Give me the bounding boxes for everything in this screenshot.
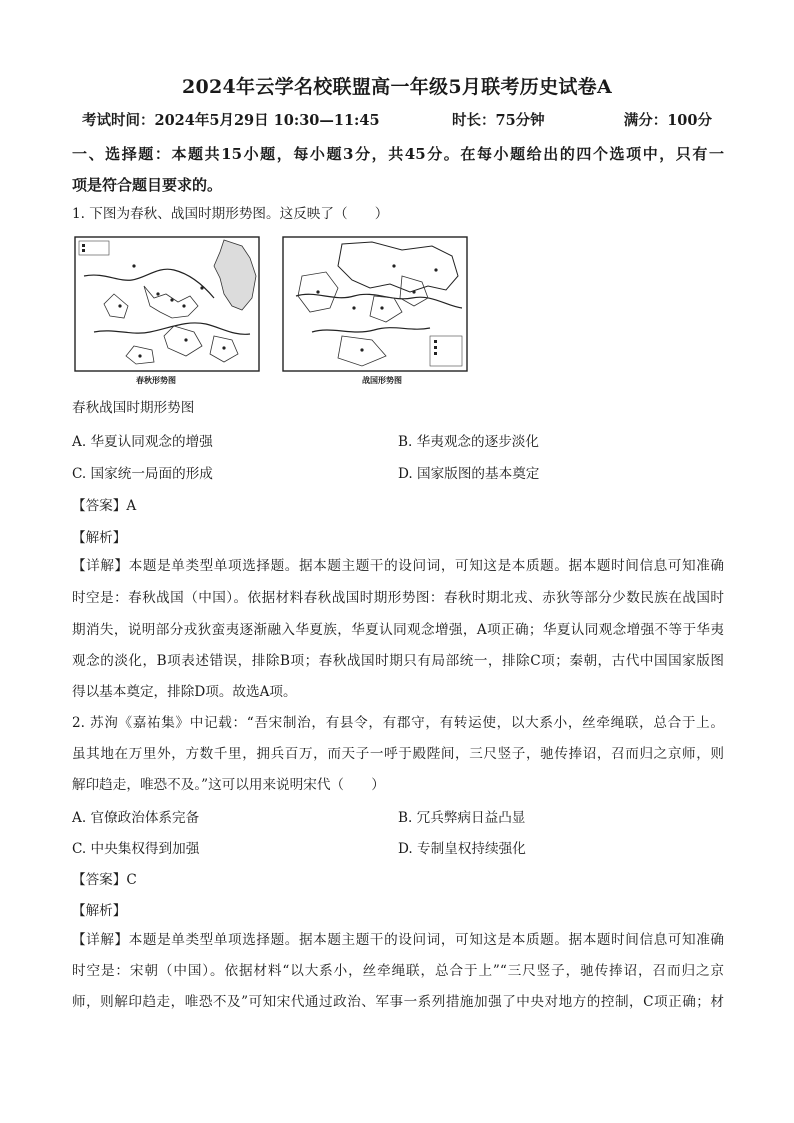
q2-stem-line-1: 2. 苏洵《嘉祐集》中记载：“吾宋制治，有县令，有郡守，有转运使，以大系小，丝牵绳联，总合于上。 (72, 715, 724, 731)
q1-option-a: A. 华夏认同观念的增强 (72, 434, 213, 450)
q1-detail-line-3: 期消失，说明部分戎狄蛮夷逐渐融入华夏族，华夏认同观念增强，A项正确；华夏认同观念增强不等于华夷 (72, 622, 724, 638)
q1-detail-line-1: 【详解】本题是单类型单项选择题。据本题主题干的设问词，可知这是本质题。据本题时间信息可知准确 (72, 558, 724, 574)
q1-detail-line-4: 观念的淡化，B项表述错误，排除B项；春秋战国时期只有局部统一，排除C项；秦朝，古代中国国家版图 (72, 653, 724, 669)
q1-option-b: B. 华夷观念的逐步淡化 (398, 434, 539, 450)
q2-option-b: B. 冗兵弊病日益凸显 (398, 810, 526, 826)
spring-autumn-map-graphic (74, 236, 260, 372)
page-title: 2024年云学名校联盟高一年级5月联考历史试卷A (181, 76, 613, 98)
q2-option-d: D. 专制皇权持续强化 (398, 841, 526, 857)
exam-full-score: 满分：100分 (623, 112, 712, 129)
exam-duration: 时长：75分钟 (452, 112, 545, 129)
q1-map-figure (74, 236, 468, 390)
warring-states-map (282, 236, 468, 390)
q1-detail-line-2: 时空是：春秋战国（中国）。依据材料春秋战国时期形势图：春秋时期北戎、赤狄等部分少数民族在战国时 (72, 590, 724, 606)
q2-option-c: C. 中央集权得到加强 (72, 841, 200, 857)
q2-stem-line-2: 虽其地在万里外，方数千里，拥兵百万，而天子一呼于殿陛间，三尺竖子，驰传捧诏，召而归之京师，则 (72, 746, 724, 762)
q2-answer: 【答案】C (72, 872, 137, 888)
q2-stem-line-3: 解印趋走，唯恐不及。”这可以用来说明宋代（ ） (72, 777, 385, 793)
warring-states-map-caption: 战国形势图 (362, 375, 402, 385)
q2-analysis-label: 【解析】 (72, 903, 127, 919)
q2-option-a: A. 官僚政治体系完备 (72, 810, 200, 826)
spring-autumn-map (74, 236, 260, 390)
q1-answer: 【答案】A (72, 498, 137, 514)
q2-detail-line-1: 【详解】本题是单类型单项选择题。据本题主题干的设问词，可知这是本质题。据本题时间信息可知准确 (72, 932, 724, 948)
q1-figure-caption: 春秋战国时期形势图 (72, 400, 195, 416)
warring-states-map-graphic (282, 236, 468, 372)
q1-detail-line-5: 得以基本奠定，排除D项。故选A项。 (72, 684, 297, 700)
section-heading-line-1: 一、选择题：本题共15小题，每小题3分，共45分。在每小题给出的四个选项中，只有一 (72, 145, 724, 163)
q2-detail-line-2: 时空是：宋朝（中国）。依据材料“以大系小，丝牵绳联，总合于上”“三尺竖子，驰传捧诏，召而归之京 (72, 963, 724, 979)
exam-info-row (82, 109, 712, 129)
q1-option-c: C. 国家统一局面的形成 (72, 466, 213, 482)
q2-detail-line-3: 师，则解印趋走，唯恐不及”可知宋代通过政治、军事一系列措施加强了中央对地方的控制，C项正确；材 (72, 994, 724, 1010)
section-heading (72, 139, 724, 201)
exam-time: 考试时间：2024年5月29日 10:30—11:45 (82, 112, 380, 129)
q1-stem: 1. 下图为春秋、战国时期形势图。这反映了（ ） (72, 206, 389, 222)
spring-autumn-map-caption: 春秋形势图 (136, 375, 176, 385)
section-heading-line-2: 项是符合题目要求的。 (72, 176, 223, 194)
q1-analysis-label: 【解析】 (72, 530, 127, 546)
q1-option-d: D. 国家版图的基本奠定 (398, 466, 540, 482)
